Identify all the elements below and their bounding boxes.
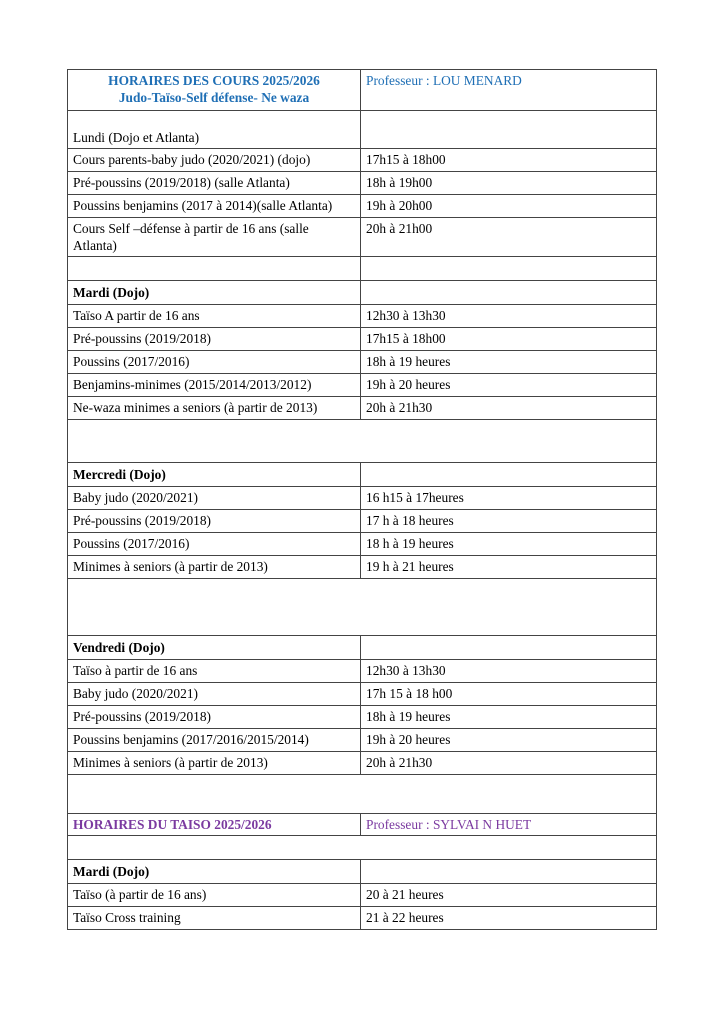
course-name: Taïso Cross training xyxy=(68,907,361,930)
course-name: Taïso (à partir de 16 ans) xyxy=(68,884,361,907)
day-row xyxy=(68,463,657,487)
schedule-title xyxy=(68,70,361,111)
schedule-title-line2: Judo-Taïso-Self défense- Ne waza xyxy=(118,90,310,105)
table-row xyxy=(68,328,657,351)
course-name: Poussins benjamins (2017 à 2014)(salle Atlanta) xyxy=(68,195,361,218)
course-time: 16 h15 à 17heures xyxy=(361,487,657,510)
spacer-row xyxy=(68,775,657,814)
header-row xyxy=(68,70,657,111)
schedule-table xyxy=(67,69,657,930)
day-label: Lundi (Dojo et Atlanta) xyxy=(68,111,361,149)
spacer-row xyxy=(68,579,657,636)
day-label: Mardi (Dojo) xyxy=(68,860,361,884)
table-row xyxy=(68,218,657,257)
course-name: Pré-poussins (2019/2018) xyxy=(68,510,361,533)
table-row xyxy=(68,683,657,706)
course-time: 12h30 à 13h30 xyxy=(361,660,657,683)
course-name: Pré-poussins (2019/2018) (salle Atlanta) xyxy=(68,172,361,195)
table-row xyxy=(68,195,657,218)
course-name: Taïso A partir de 16 ans xyxy=(68,305,361,328)
course-time: 12h30 à 13h30 xyxy=(361,305,657,328)
table-row xyxy=(68,660,657,683)
day-row xyxy=(68,281,657,305)
schedule-title-line1: HORAIRES DES COURS 2025/2026 xyxy=(108,73,320,88)
course-name: Baby judo (2020/2021) xyxy=(68,487,361,510)
table-row xyxy=(68,510,657,533)
table-row xyxy=(68,752,657,775)
course-time: 21 à 22 heures xyxy=(361,907,657,930)
course-name: Pré-poussins (2019/2018) xyxy=(68,328,361,351)
course-time: 18 h à 19 heures xyxy=(361,533,657,556)
course-name: Pré-poussins (2019/2018) xyxy=(68,706,361,729)
spacer-row xyxy=(68,257,657,281)
day-label: Vendredi (Dojo) xyxy=(68,636,361,660)
course-time: 17h15 à 18h00 xyxy=(361,328,657,351)
table-row xyxy=(68,351,657,374)
course-name: Poussins benjamins (2017/2016/2015/2014) xyxy=(68,729,361,752)
table-row xyxy=(68,374,657,397)
table-row xyxy=(68,556,657,579)
course-name: Ne-waza minimes a seniors (à partir de 2013) xyxy=(68,397,361,420)
table-row xyxy=(68,729,657,752)
course-name: Cours parents-baby judo (2020/2021) (dojo) xyxy=(68,149,361,172)
course-name: Minimes à seniors (à partir de 2013) xyxy=(68,556,361,579)
taiso-header-row xyxy=(68,814,657,836)
course-name: Poussins (2017/2016) xyxy=(68,533,361,556)
table-row xyxy=(68,487,657,510)
table-row xyxy=(68,172,657,195)
course-name: Benjamins-minimes (2015/2014/2013/2012) xyxy=(68,374,361,397)
table-row xyxy=(68,149,657,172)
course-time: 19h à 20h00 xyxy=(361,195,657,218)
course-time: 17h15 à 18h00 xyxy=(361,149,657,172)
spacer-row xyxy=(68,420,657,463)
course-time: 18h à 19 heures xyxy=(361,706,657,729)
course-name: Baby judo (2020/2021) xyxy=(68,683,361,706)
course-name: Poussins (2017/2016) xyxy=(68,351,361,374)
course-time: 19h à 20 heures xyxy=(361,729,657,752)
day-label: Mercredi (Dojo) xyxy=(68,463,361,487)
taiso-title: HORAIRES DU TAISO 2025/2026 xyxy=(68,814,361,836)
course-name: Taïso à partir de 16 ans xyxy=(68,660,361,683)
table-row xyxy=(68,305,657,328)
table-row xyxy=(68,907,657,930)
day-row xyxy=(68,111,657,149)
course-time: 20h à 21h30 xyxy=(361,397,657,420)
table-row xyxy=(68,706,657,729)
day-label: Mardi (Dojo) xyxy=(68,281,361,305)
course-time: 19 h à 21 heures xyxy=(361,556,657,579)
course-time: 20h à 21h00 xyxy=(361,218,657,257)
course-time: 20 à 21 heures xyxy=(361,884,657,907)
course-time: 20h à 21h30 xyxy=(361,752,657,775)
course-time: 18h à 19h00 xyxy=(361,172,657,195)
table-row xyxy=(68,397,657,420)
taiso-professor-name: Professeur : SYLVAI N HUET xyxy=(361,814,657,836)
course-time: 18h à 19 heures xyxy=(361,351,657,374)
day-row xyxy=(68,860,657,884)
course-time: 17 h à 18 heures xyxy=(361,510,657,533)
course-name: Minimes à seniors (à partir de 2013) xyxy=(68,752,361,775)
table-row xyxy=(68,533,657,556)
day-row xyxy=(68,636,657,660)
course-time: 19h à 20 heures xyxy=(361,374,657,397)
course-time: 17h 15 à 18 h00 xyxy=(361,683,657,706)
spacer-row xyxy=(68,836,657,860)
professor-name: Professeur : LOU MENARD xyxy=(361,70,657,111)
course-name: Cours Self –défense à partir de 16 ans (salle Atlanta) xyxy=(68,218,361,257)
table-row xyxy=(68,884,657,907)
